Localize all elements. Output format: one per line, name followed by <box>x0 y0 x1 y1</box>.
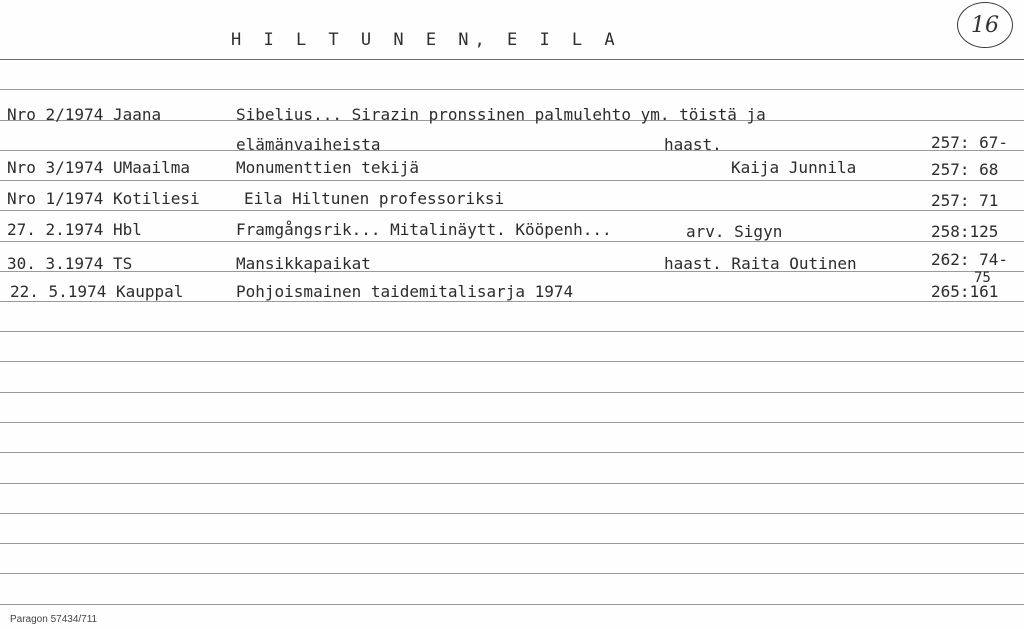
rule-line <box>0 89 1024 90</box>
rule-line <box>0 452 1024 453</box>
entry-source: 27. 2.1974 Hbl <box>7 220 142 239</box>
rule-line <box>0 180 1024 181</box>
rule-line <box>0 271 1024 272</box>
printer-imprint: Paragon 57434/711 <box>10 614 98 625</box>
entry-source: Nro 1/1974 Kotiliesi <box>7 189 200 208</box>
entry-title: Framgångsrik... Mitalinäytt. Kööpenh... <box>236 220 612 239</box>
entry-source: 22. 5.1974 Kauppal <box>10 282 184 301</box>
entry-title: Pohjoismainen taidemitalisarja 1974 <box>236 282 574 301</box>
rule-line <box>0 604 1024 605</box>
entry-title: Mansikkapaikat <box>236 254 371 273</box>
entry-note: arv. Sigyn <box>686 222 783 241</box>
rule-line <box>0 513 1024 514</box>
entry-source: Nro 3/1974 UMaailma <box>7 158 191 177</box>
entry-pages: 258:125 <box>931 222 999 241</box>
rule-line <box>0 210 1024 211</box>
rule-line <box>0 241 1024 242</box>
card-number-badge <box>957 2 1013 48</box>
entry-note: haast. Raita Outinen <box>664 254 857 273</box>
rule-line <box>0 331 1024 332</box>
card-number: 16 <box>971 12 999 38</box>
entry-note: Kaija Junnila <box>731 158 857 177</box>
entry-source: Nro 2/1974 Jaana <box>7 105 162 124</box>
rule-line <box>0 543 1024 544</box>
entry-source: 30. 3.1974 TS <box>7 254 133 273</box>
rule-line <box>0 361 1024 362</box>
entry-pages-continued: 75 <box>974 270 991 286</box>
entry-title-continued: elämänvaiheista <box>236 135 381 154</box>
entry-pages: 257: 71 <box>931 191 999 210</box>
rule-line <box>0 301 1024 302</box>
rule-line <box>0 573 1024 574</box>
entry-pages: 265:161 <box>931 282 999 301</box>
entry-note: haast. <box>664 135 722 154</box>
entry-title: Eila Hiltunen professoriksi <box>244 189 505 208</box>
rule-line <box>0 150 1024 151</box>
entry-title: Sibelius... Sirazin pronssinen palmulehto ym. töistä ja <box>236 105 766 124</box>
rule-line <box>0 392 1024 393</box>
rule-line <box>0 422 1024 423</box>
rule-line <box>0 483 1024 484</box>
card-title: H I L T U N E N, E I L A <box>231 30 621 50</box>
entry-pages: 257: 68 <box>931 160 999 179</box>
rule-line <box>0 59 1024 60</box>
entry-pages: 257: 67- <box>931 133 1009 152</box>
entry-pages: 262: 74- <box>931 250 1009 269</box>
entry-title: Monumenttien tekijä <box>236 158 420 177</box>
